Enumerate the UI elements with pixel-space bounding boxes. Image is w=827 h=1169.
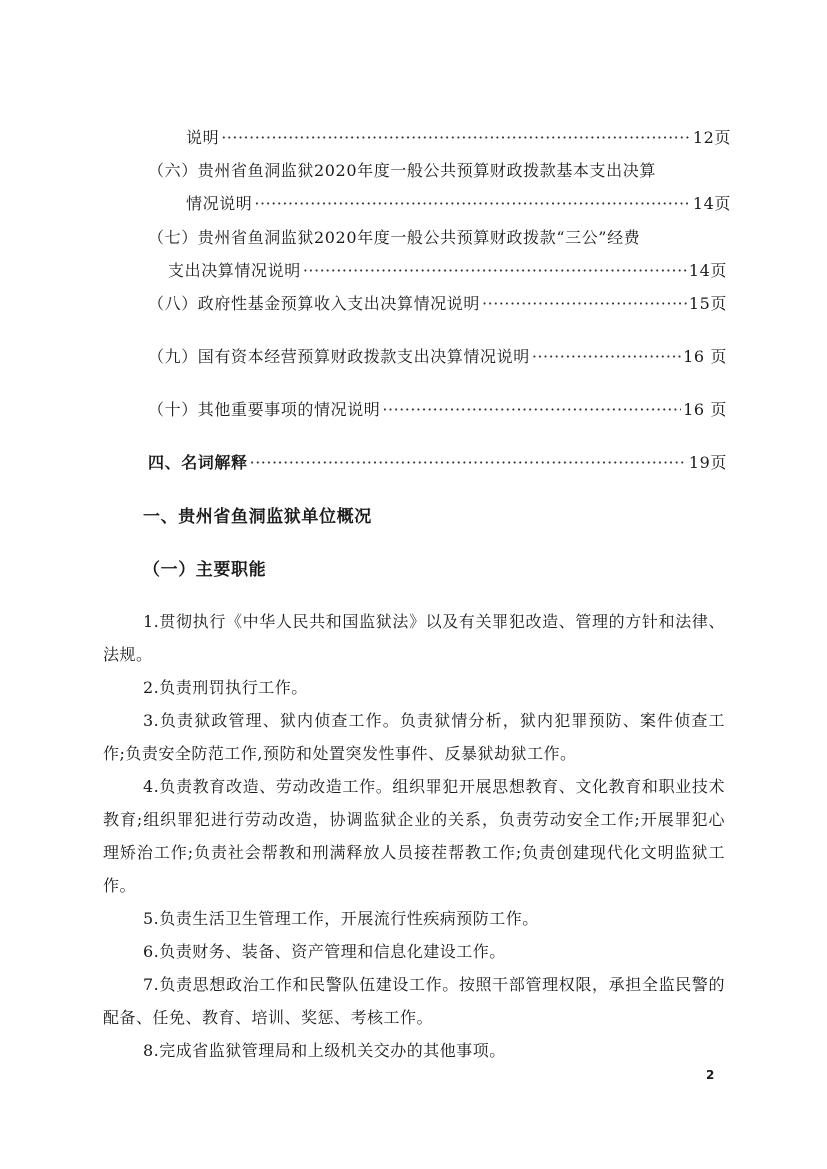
toc-entry	[186, 127, 731, 149]
toc-leader-dots	[254, 193, 690, 215]
toc-entry	[186, 193, 731, 215]
paragraph-text: 4.负责教育改造、劳动改造工作。组织罪犯开展思想教育、文化教育和职业技术教育;组织罪犯进行劳动改造，协调监狱企业的关系，负责劳动安全工作;开展罪犯心理矫治工作;负责社会帮教和刑满释放人员接茬帮教工作;负责创建现代化文明监狱工作。	[103, 777, 725, 895]
paragraph-text: 2.负责刑罚执行工作。	[143, 678, 308, 697]
paragraph-text: 7.负责思想政治工作和民警队伍建设工作。按照干部管理权限，承担全监民警的配备、任免、教育、培训、奖惩、考核工作。	[103, 975, 725, 1027]
toc-entry-text: （九）国有资本经营预算财政拨款支出决算情况说明	[148, 347, 530, 366]
body-paragraph	[103, 1034, 725, 1067]
toc-entry-text: （六）贵州省鱼洞监狱2020年度一般公共预算财政拨款基本支出决算	[148, 161, 656, 180]
toc-page-number: 16 页	[683, 347, 727, 366]
body-paragraph	[103, 902, 725, 935]
toc-leader-dots	[482, 293, 687, 315]
subsection-heading: （一）主要职能	[143, 560, 267, 580]
toc-page-number: 12页	[692, 128, 731, 147]
toc-entry	[148, 346, 727, 368]
body-paragraph	[103, 770, 725, 902]
toc-leader-dots	[221, 127, 691, 149]
toc-page-number: 14页	[692, 194, 731, 213]
toc-entry	[148, 399, 727, 421]
paragraph-text: 6.负责财务、装备、资产管理和信息化建设工作。	[143, 942, 506, 961]
toc-page-number: 16 页	[683, 400, 727, 419]
toc-leader-dots	[250, 452, 687, 474]
paragraph-text: 3.负责狱政管理、狱内侦查工作。负责狱情分析，狱内犯罪预防、案件侦查工作;负责安全防范工作,预防和处置突发性事件、反暴狱劫狱工作。	[103, 711, 725, 763]
toc-entry-text: 支出决算情况说明	[168, 261, 301, 280]
paragraph-text: 8.完成省监狱管理局和上级机关交办的其他事项。	[143, 1041, 506, 1060]
toc-entry-text: （十）其他重要事项的情况说明	[148, 400, 381, 419]
toc-leader-dots	[303, 260, 687, 282]
toc-entry	[148, 293, 727, 315]
toc-entry-text: （八）政府性基金预算收入支出决算情况说明	[148, 294, 481, 313]
body-paragraph	[103, 704, 725, 770]
body-paragraph	[103, 968, 725, 1034]
body-paragraph	[103, 605, 725, 671]
toc-leader-dots	[382, 399, 681, 421]
toc-entry	[148, 452, 727, 474]
toc-entry	[168, 260, 727, 282]
toc-entry-text: 说明	[186, 128, 220, 147]
toc-entry-text: （七）贵州省鱼洞监狱2020年度一般公共预算财政拨款“三公”经费	[148, 228, 641, 247]
toc-page-number: 19页	[688, 453, 727, 472]
page-number: 2	[706, 1068, 715, 1082]
toc-leader-dots	[532, 346, 681, 368]
paragraph-text: 5.负责生活卫生管理工作，开展流行性疾病预防工作。	[143, 909, 539, 928]
toc-page-number: 15页	[688, 294, 727, 313]
toc-entry-text: 情况说明	[186, 194, 253, 213]
body-paragraph	[103, 671, 725, 704]
body-paragraph	[103, 935, 725, 968]
toc-page-number: 14页	[688, 261, 727, 280]
section-heading: 一、贵州省鱼洞监狱单位概况	[143, 507, 372, 527]
toc-entry-text: 四、名词解释	[148, 453, 248, 472]
paragraph-text: 1.贯彻执行《中华人民共和国监狱法》以及有关罪犯改造、管理的方针和法律、法规。	[103, 612, 725, 664]
